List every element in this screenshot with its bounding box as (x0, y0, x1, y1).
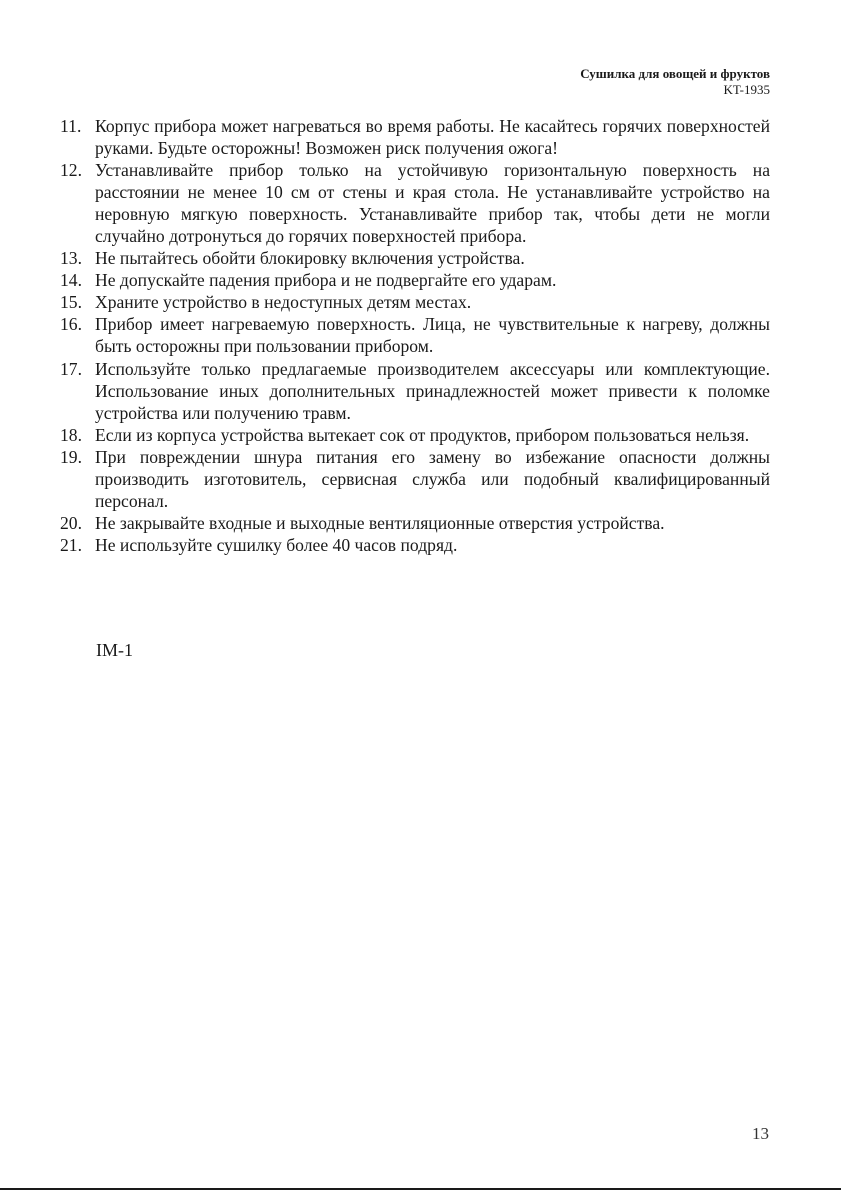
item-number: 18. (60, 424, 82, 445)
item-text: Прибор имеет нагреваемую поверхность. Лица, не чувствительные к нагреву, должны быть осторожны при пользовании прибором. (95, 314, 770, 357)
list-item (60, 512, 770, 534)
list-item (60, 159, 770, 247)
page-header (580, 66, 770, 98)
list-item (60, 534, 770, 556)
item-text: Используйте только предлагаемые производителем аксессуары или комплектующие. Использование иных дополнительных принадлежностей может привести к поломке устройства или получению травм. (95, 358, 770, 423)
list-item (60, 358, 770, 424)
item-text: Если из корпуса устройства вытекает сок от продуктов, прибором пользоваться нельзя. (95, 424, 750, 445)
list-item (60, 247, 770, 269)
item-number: 16. (60, 314, 82, 335)
page-number: 13 (752, 1124, 769, 1143)
item-text: Устанавливайте прибор только на устойчивую горизонтальную поверхность на расстоянии не менее 10 см от стены и края стола. Не устанавливайте устройство на неровную мягкую поверхность. Устанавливайте прибор так, чтобы дети не могли случайно дотронуться до горячих поверхностей прибора. (95, 160, 770, 247)
item-text: Не допускайте падения прибора и не подвергайте его ударам. (95, 270, 557, 291)
item-number: 19. (60, 446, 82, 467)
list-item (60, 269, 770, 291)
item-text: Храните устройство в недоступных детям местах. (95, 292, 472, 313)
item-number: 15. (60, 292, 82, 313)
list-item (60, 291, 770, 313)
item-number: 17. (60, 358, 82, 379)
item-number: 21. (60, 534, 82, 555)
list-item (60, 424, 770, 446)
item-number: 12. (60, 160, 82, 181)
list-item (60, 446, 770, 512)
item-number: 13. (60, 248, 82, 269)
item-text: Корпус прибора может нагреваться во время работы. Не касайтесь горячих поверхностей руками. Будьте осторожны! Возможен риск получения ожога! (95, 116, 770, 159)
product-title: Сушилка для овощей и фруктов (580, 66, 770, 81)
item-text: Не используйте сушилку более 40 часов подряд. (95, 534, 458, 555)
document-code: IM-1 (96, 640, 133, 660)
item-text: Не пытайтесь обойти блокировку включения устройства. (95, 248, 525, 269)
item-text: При повреждении шнура питания его замену во избежание опасности должны производить изготовитель, сервисная служба или подобный квалифицированный персонал. (95, 446, 770, 511)
item-number: 14. (60, 270, 82, 291)
list-item (60, 115, 770, 159)
safety-instructions (60, 115, 770, 556)
instruction-list (60, 115, 770, 556)
item-number: 11. (60, 116, 82, 136)
item-number: 20. (60, 512, 82, 533)
model-number: KT-1935 (723, 82, 770, 97)
item-text: Не закрывайте входные и выходные вентиляционные отверстия устройства. (95, 512, 665, 533)
bottom-edge-line (0, 1188, 841, 1190)
list-item (60, 313, 770, 357)
